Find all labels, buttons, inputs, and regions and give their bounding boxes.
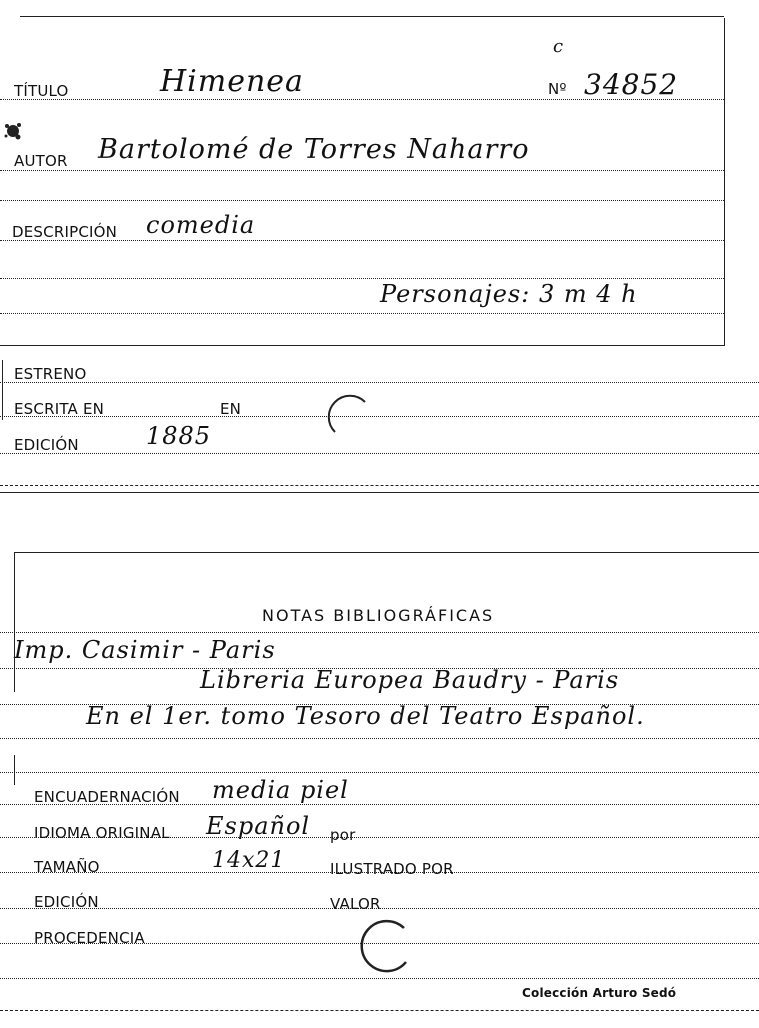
estreno-label: ESTRENO xyxy=(14,365,87,383)
titulo-label: TÍTULO xyxy=(14,82,69,100)
ink-blot-icon xyxy=(2,120,24,142)
descripcion-label: DESCRIPCIÓN xyxy=(12,223,118,241)
catalog-card-bottom xyxy=(0,540,759,1028)
numero-value: 34852 xyxy=(584,68,679,101)
rule-autor xyxy=(0,170,724,171)
titulo-value: Himenea xyxy=(160,64,304,99)
rule-edicion xyxy=(0,453,759,454)
escrita-en-label: ESCRITA EN xyxy=(14,400,105,418)
rule-estreno xyxy=(0,382,759,383)
rule-bottom xyxy=(0,485,759,486)
rule-blank-4 xyxy=(0,345,724,346)
notas-heading: NOTAS BIBLIOGRÁFICAS xyxy=(262,606,495,625)
card-left-border-3 xyxy=(14,755,15,785)
descripcion-value: comedia xyxy=(146,211,256,239)
rule-blank-3 xyxy=(0,313,724,314)
numero-label: Nº xyxy=(548,80,567,98)
idioma-value: Español xyxy=(206,812,311,840)
catalog-card-top xyxy=(0,0,759,500)
note-line-1: Imp. Casimir - Paris xyxy=(14,636,276,664)
edicion-label: EDICIÓN xyxy=(14,436,79,454)
card-left-border xyxy=(2,360,3,420)
rule-notas-0 xyxy=(0,632,759,633)
idioma-label: IDIOMA ORIGINAL xyxy=(34,824,170,842)
card-left-border-2 xyxy=(14,552,15,692)
rule-final xyxy=(0,1010,759,1011)
personajes-value: Personajes: 3 m 4 h xyxy=(380,280,638,308)
encuadernacion-label: ENCUADERNACIÓN xyxy=(34,788,180,806)
coleccion-label: Colección Arturo Sedó xyxy=(522,986,677,1000)
ilustrado-label: ILUSTRADO POR xyxy=(330,860,454,878)
card-top-edge-2 xyxy=(14,552,759,553)
valor-label: VALOR xyxy=(330,895,381,913)
encuadernacion-value: media piel xyxy=(212,776,349,804)
edicion-label-2: EDICIÓN xyxy=(34,893,99,911)
punch-hole-2 xyxy=(356,914,416,976)
card-bottom-edge xyxy=(0,492,759,493)
rule-procedencia xyxy=(0,978,759,979)
punch-hole xyxy=(325,392,373,440)
por-label: por xyxy=(330,826,356,844)
numero-mark: c xyxy=(553,36,565,57)
tamano-value: 14x21 xyxy=(212,848,286,873)
autor-label: AUTOR xyxy=(14,152,68,170)
card-top-edge xyxy=(20,16,724,17)
card-right-border xyxy=(724,18,725,346)
edicion-value: 1885 xyxy=(146,422,212,450)
en-label: EN xyxy=(220,400,242,418)
rule-notas-3 xyxy=(0,738,759,739)
rule-escrita xyxy=(0,416,759,417)
rule-notas-4 xyxy=(0,772,759,773)
rule-blank-2 xyxy=(0,278,724,279)
tamano-label: TAMAÑO xyxy=(34,858,100,876)
note-line-2: Libreria Europea Baudry - Paris xyxy=(200,666,620,694)
rule-blank-1 xyxy=(0,200,724,201)
procedencia-label: PROCEDENCIA xyxy=(34,929,145,947)
note-line-3: En el 1er. tomo Tesoro del Teatro Español. xyxy=(86,702,645,730)
autor-value: Bartolomé de Torres Naharro xyxy=(98,134,530,165)
